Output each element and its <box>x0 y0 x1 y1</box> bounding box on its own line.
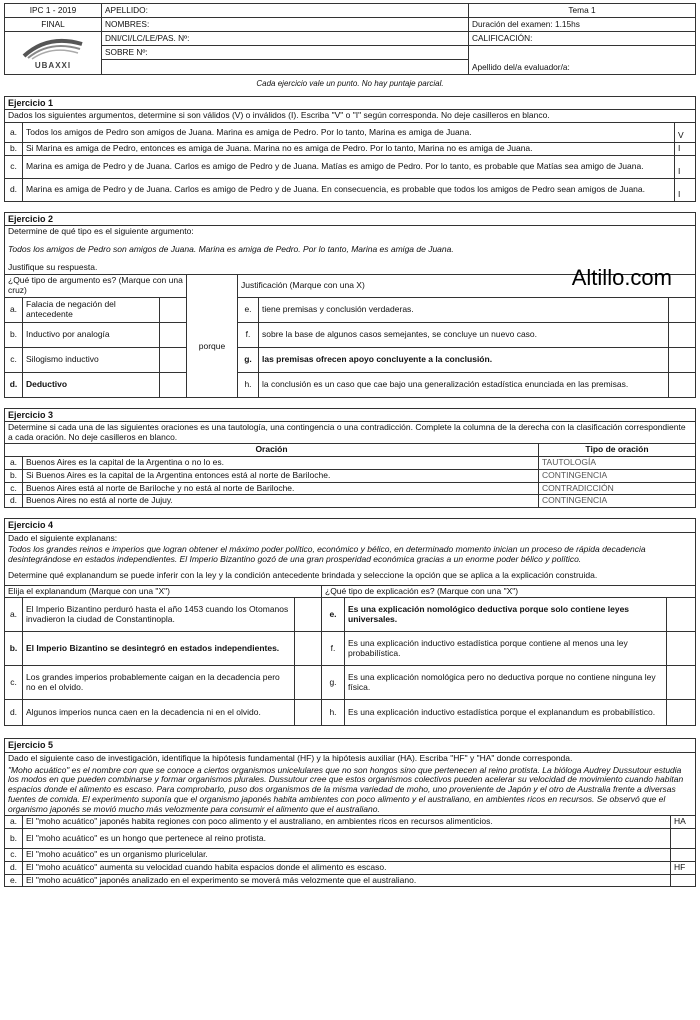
ejercicio-2-col1: ¿Qué tipo de argumento es? (Marque con una cruz) <box>5 274 187 297</box>
sobre-field[interactable]: SOBRE Nº: <box>102 46 469 60</box>
option-text-selected: Deductivo <box>23 372 160 397</box>
option-text: Es una explicación inductivo estadística porque contiene al menos una ley probabilística. <box>345 632 667 666</box>
option-label: f. <box>322 632 345 666</box>
argument-text: Marina es amiga de Pedro y de Juana. Carlos es amigo de Pedro y de Juana. Matías es amigo de Pedro. Por lo tanto, es probable que Matías sea amigo de Juana. <box>23 156 675 179</box>
tipo-header: Tipo de oración <box>539 444 696 457</box>
calificacion-field: CALIFICACIÓN: <box>469 32 696 46</box>
table-row <box>5 598 696 632</box>
mark-box[interactable] <box>160 322 187 347</box>
ejercicio-5-title: Ejercicio 5 <box>5 739 696 752</box>
option-text: sobre la base de algunos casos semejantes, se concluye un nuevo caso. <box>259 322 669 347</box>
option-label: e. <box>322 598 345 632</box>
ejercicio-1-instructions: Dados los siguientes argumentos, determine si son válidos (V) o inválidos (I). Escriba "V" o "I" según corresponda. No deje casilleros en blanco. <box>5 110 696 123</box>
exam-page <box>4 3 696 887</box>
row-label: a. <box>5 123 23 143</box>
scoring-note: Cada ejercicio vale un punto. No hay puntaje parcial. <box>256 79 444 88</box>
mark-box[interactable] <box>295 700 322 726</box>
option-text: Silogismo inductivo <box>23 347 160 372</box>
option-label: a. <box>5 598 23 632</box>
option-label: g. <box>238 347 259 372</box>
ejercicio-2-title: Ejercicio 2 <box>5 213 696 226</box>
mark-box[interactable] <box>667 598 696 632</box>
ejercicio-1 <box>4 96 696 202</box>
table-row <box>5 179 696 202</box>
blank-header-cell <box>102 60 469 75</box>
row-label: b. <box>5 469 23 482</box>
ejercicio-5-instructions: Dado el siguiente caso de investigación, identifique la hipótesis fundamental (HF) y la hipótesis auxiliar (HA). Escriba "HF" y "HA" donde corresponda. <box>5 752 696 764</box>
mark-box[interactable] <box>667 666 696 700</box>
answer-cell[interactable] <box>671 874 696 887</box>
row-label: a. <box>5 816 23 829</box>
table-row <box>5 297 696 322</box>
mark-box[interactable] <box>160 297 187 322</box>
ejercicio-4-intro: Dado el siguiente explanans: <box>5 532 696 544</box>
option-text: la conclusión es un caso que cae bajo una generalización estadística enunciada en las premisas. <box>259 372 669 397</box>
option-text: Los grandes imperios probablemente caigan en la decadencia pero no en el olvido. <box>23 666 295 700</box>
answer-cell[interactable]: V <box>675 123 696 143</box>
row-label: d. <box>5 179 23 202</box>
nombres-field[interactable]: NOMBRES: <box>102 18 469 32</box>
row-label: c. <box>5 482 23 495</box>
mark-box[interactable] <box>295 632 322 666</box>
row-label: e. <box>5 874 23 887</box>
blank-cell <box>187 274 238 297</box>
table-row <box>5 143 696 156</box>
option-label: d. <box>5 700 23 726</box>
option-label: g. <box>322 666 345 700</box>
ejercicio-2-argument: Todos los amigos de Pedro son amigos de Juana. Marina es amiga de Pedro. Por lo tanto, Marina es amiga de Juana. <box>5 238 696 262</box>
table-row <box>5 457 696 470</box>
ejercicio-4-col1: Elija el explanandum (Marque con una "X") <box>5 585 322 598</box>
table-row <box>5 482 696 495</box>
answer-cell[interactable]: HF <box>671 861 696 874</box>
ejercicio-2 <box>4 212 696 397</box>
option-text-selected: El Imperio Bizantino se desintegró en estados independientes. <box>23 632 295 666</box>
ejercicio-4-col2: ¿Qué tipo de explicación es? (Marque con una "X") <box>322 585 696 598</box>
ubaxxi-logo <box>5 32 102 75</box>
row-label: c. <box>5 156 23 179</box>
course-code: IPC 1 - 2019 <box>5 4 102 18</box>
option-text-selected: Es una explicación nomológico deductiva porque solo contiene leyes universales. <box>345 598 667 632</box>
ejercicio-3 <box>4 408 696 509</box>
sentence-text: Buenos Aires no está al norte de Jujuy. <box>23 495 539 508</box>
table-row <box>5 874 696 887</box>
answer-cell[interactable]: HA <box>671 816 696 829</box>
answer-cell[interactable]: CONTINGENCIA <box>539 495 696 508</box>
table-row <box>5 469 696 482</box>
oracion-header: Oración <box>5 444 539 457</box>
mark-box[interactable] <box>160 347 187 372</box>
ejercicio-4-title: Ejercicio 4 <box>5 519 696 532</box>
option-label: c. <box>5 666 23 700</box>
row-label: b. <box>5 829 23 849</box>
ejercicio-4-explanans: Todos los grandes reinos e imperios que logran obtener el máximo poder político, económico y bélico, en determinado momento inician un proceso de rápida decadencia desintegrándose en estados independientes. El Imperio Bizantino gozó de una gran prosperidad económica gracias a un enorme poder bélico y político. <box>5 544 696 570</box>
sentence-text: Si Buenos Aires es la capital de la Argentina entonces está al norte de Bariloche. <box>23 469 539 482</box>
option-text: Es una explicación nomológica pero no deductiva porque no contiene ninguna ley física. <box>345 666 667 700</box>
mark-box[interactable] <box>669 372 696 397</box>
option-label: h. <box>322 700 345 726</box>
porque-label: porque <box>187 297 238 397</box>
table-row <box>5 156 696 179</box>
option-label: f. <box>238 322 259 347</box>
option-text-selected: las premisas ofrecen apoyo concluyente a la conclusión. <box>259 347 669 372</box>
ejercicio-3-instructions: Determine si cada una de las siguientes oraciones es una tautología, una contingencia o una contradicción. Complete la columna de la derecha con la clasificación correspondiente a cada oración. No deje casilleros en blanco. <box>5 421 696 444</box>
hypothesis-text: El "moho acuático" aumenta su velocidad cuando habita espacios donde el alimento es escaso. <box>23 861 671 874</box>
option-text: Falacia de negación del antecedente <box>23 297 160 322</box>
table-row <box>5 849 696 862</box>
ejercicio-2-justify: Justifique su respuesta. <box>5 262 696 274</box>
table-row <box>5 495 696 508</box>
option-label: b. <box>5 632 23 666</box>
exam-header <box>4 3 696 75</box>
hypothesis-text: El "moho acuático" japonés analizado en el experimento se moverá más velozmente que el australiano. <box>23 874 671 887</box>
duracion-label: Duración del examen: 1.15hs <box>469 18 696 32</box>
option-label: c. <box>5 347 23 372</box>
mark-box[interactable] <box>160 372 187 397</box>
option-text: Es una explicación inductivo estadística porque el explanandum es probabilístico. <box>345 700 667 726</box>
option-label: a. <box>5 297 23 322</box>
tema-label: Tema 1 <box>469 4 696 18</box>
argument-text: Marina es amiga de Pedro y de Juana. Carlos es amigo de Pedro y de Juana. En consecuencia, es probable que todos los amigos de Pedro sean amigos de Juana. <box>23 179 675 202</box>
answer-cell[interactable] <box>671 829 696 849</box>
sentence-text: Buenos Aires está al norte de Bariloche y no está al norte de Bariloche. <box>23 482 539 495</box>
mark-box[interactable] <box>669 347 696 372</box>
logo-text: UBAXXI <box>34 60 72 70</box>
ejercicio-3-title: Ejercicio 3 <box>5 408 696 421</box>
mark-box[interactable] <box>667 700 696 726</box>
table-row <box>5 861 696 874</box>
ejercicio-4 <box>4 518 696 726</box>
argument-text: Si Marina es amiga de Pedro, entonces es amiga de Juana. Marina no es amiga de Pedro. Por lo tanto, Marina no es amiga de Juana. <box>23 143 675 156</box>
option-label: b. <box>5 322 23 347</box>
exam-type: FINAL <box>5 18 102 32</box>
table-row <box>5 816 696 829</box>
table-row <box>5 700 696 726</box>
hypothesis-text: El "moho acuático" es un organismo pluricelular. <box>23 849 671 862</box>
mark-box[interactable] <box>669 297 696 322</box>
answer-cell[interactable] <box>671 849 696 862</box>
argument-text: Todos los amigos de Pedro son amigos de Juana. Marina es amiga de Pedro. Por lo tanto, Marina es amiga de Juana. <box>23 123 675 143</box>
ejercicio-4-question: Determine qué explanandum se puede inferir con la ley y la condición antecedente brindada y seleccione la opción que se aplica a la explicación construida. <box>5 570 696 585</box>
table-row <box>5 347 696 372</box>
ejercicio-5-case: "Moho acuático" es el nombre con que se conoce a ciertos organismos unicelulares que no son hongos sino que pertenecen al reino protista. La bióloga Audrey Dussutour estudia los modos en que pueden combinarse y formar organismos plurales. Dussutour cree que estos organismos colectivos pueden acelerar su velocidad de movimiento cuando habitan espacios donde el alimento es escaso. Para comprobarlo, puso dos organismos de la misma variedad de moho, uno proveniente de Japón y el otro de Australia frente a diversas fuentes de comida. El experimento suponía que el organismo japonés habita ambientes con poco alimento y el australiano, en ambientes ricos en recursos. Se observó que el organismo japonés se movió mucho más velozmente para consumir el alimento que el australiano. <box>5 765 696 816</box>
answer-cell[interactable]: CONTINGENCIA <box>539 469 696 482</box>
mark-box[interactable] <box>669 322 696 347</box>
evaluador-field: Apellido del/a evaluador/a: <box>469 46 696 75</box>
answer-cell[interactable]: I <box>675 179 696 202</box>
ejercicio-2-instructions: Determine de qué tipo es el siguiente argumento: <box>5 226 696 238</box>
table-row <box>5 123 696 143</box>
hypothesis-text: El "moho acuático" es un hongo que pertenece al reino protista. <box>23 829 671 849</box>
dni-field[interactable]: DNI/CI/LC/LE/PAS. Nº: <box>102 32 469 46</box>
table-row <box>5 372 696 397</box>
answer-cell[interactable]: I <box>675 156 696 179</box>
option-text: Algunos imperios nunca caen en la decadencia ni en el olvido. <box>23 700 295 726</box>
option-label: h. <box>238 372 259 397</box>
sentence-text: Buenos Aires es la capital de la Argentina o no lo es. <box>23 457 539 470</box>
table-row <box>5 666 696 700</box>
row-label: b. <box>5 143 23 156</box>
mark-box[interactable] <box>295 598 322 632</box>
ejercicio-5 <box>4 738 696 887</box>
row-label: a. <box>5 457 23 470</box>
logo-curve-icon <box>18 36 88 60</box>
table-row <box>5 632 696 666</box>
row-label: d. <box>5 861 23 874</box>
option-text: tiene premisas y conclusión verdaderas. <box>259 297 669 322</box>
answer-cell[interactable]: I <box>675 143 696 156</box>
answer-cell[interactable]: TAUTOLOGÍA <box>539 457 696 470</box>
mark-box[interactable] <box>667 632 696 666</box>
answer-cell[interactable]: CONTRADICCIÓN <box>539 482 696 495</box>
option-text: El Imperio Bizantino perduró hasta el año 1453 cuando los Otomanos invadieron la ciudad de Constantinopla. <box>23 598 295 632</box>
hypothesis-text: El "moho acuático" japonés habita regiones con poco alimento y el australiano, en ambientes ricos en recursos alimenticios. <box>23 816 671 829</box>
table-row <box>5 322 696 347</box>
row-label: d. <box>5 495 23 508</box>
ejercicio-2-col2: Justificación (Marque con una X) <box>238 274 696 297</box>
option-text: Inductivo por analogía <box>23 322 160 347</box>
table-row <box>5 829 696 849</box>
apellido-field[interactable]: APELLIDO: <box>102 4 469 18</box>
mark-box[interactable] <box>295 666 322 700</box>
watermark: Altillo.com <box>571 265 672 290</box>
ejercicio-1-title: Ejercicio 1 <box>5 97 696 110</box>
option-label: e. <box>238 297 259 322</box>
row-label: c. <box>5 849 23 862</box>
option-label: d. <box>5 372 23 397</box>
